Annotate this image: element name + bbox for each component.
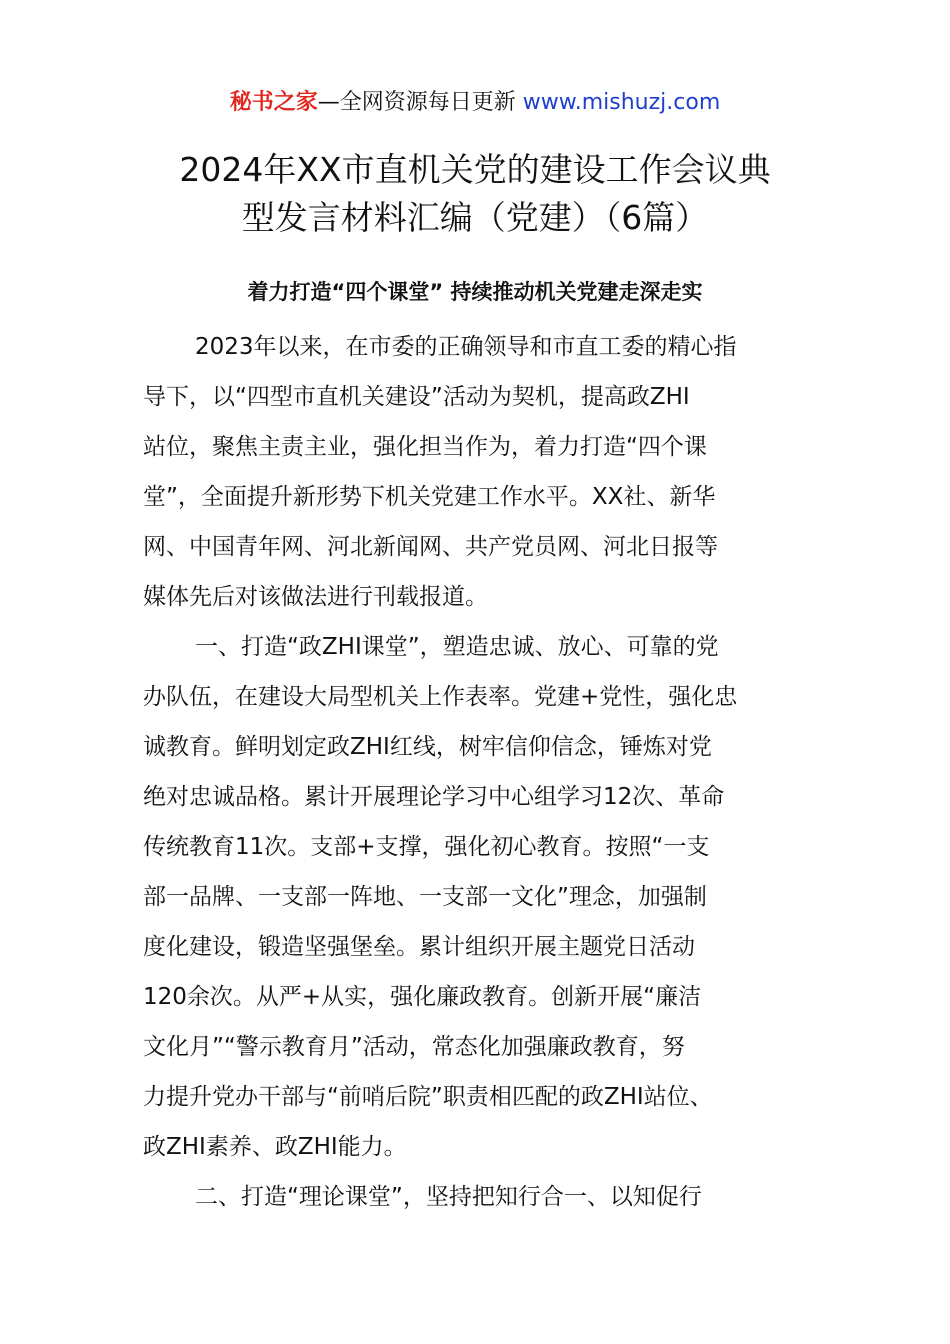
paragraph-line: 站位，聚焦主责主业，强化担当作为，着力打造“四个课 [143, 434, 707, 460]
paragraph-line: 部一品牌、一支部一阵地、一支部一文化”理念，加强制 [143, 884, 707, 910]
paragraph-line: 传统教育11次。支部+支撑，强化初心教育。按照“一支 [143, 834, 710, 860]
paragraph-line: 120余次。从严+从实，强化廉政教育。创新开展“廉洁 [143, 984, 702, 1010]
paragraph [143, 322, 823, 622]
section-heading: 着力打造“四个课堂” 持续推动机关党建走深走实 [247, 280, 703, 304]
paragraph-line: 度化建设，锻造坚强堡垒。累计组织开展主题党日活动 [143, 934, 695, 960]
paragraph-line: 政ZHI素养、政ZHI能力。 [143, 1134, 407, 1160]
title-line-2: 型发言材料汇编（党建）（6篇） [241, 198, 709, 237]
paragraph [143, 622, 823, 1172]
paragraph-line: 诚教育。鲜明划定政ZHI红线，树牢信仰信念，锤炼对党 [143, 734, 712, 760]
header-slogan: —全网资源每日更新 [317, 90, 516, 115]
body-text [143, 322, 823, 1222]
paragraph-line: 办队伍，在建设大局型机关上作表率。党建+党性，强化忠 [143, 684, 738, 710]
paragraph-line: 力提升党办干部与“前哨后院”职责相匹配的政ZHI站位、 [143, 1084, 713, 1110]
brand-name: 秘书之家 [229, 90, 318, 115]
paragraph-line: 2023年以来，在市委的正确领导和市直工委的精心指 [195, 334, 737, 360]
paragraph-line: 媒体先后对该做法进行刊载报道。 [143, 584, 488, 610]
title-line-1: 2024年XX市直机关党的建设工作会议典 [179, 150, 771, 189]
paragraph-line: 文化月”“警示教育月”活动，常态化加强廉政教育，努 [143, 1034, 685, 1060]
paragraph-line: 堂”，全面提升新形势下机关党建工作水平。XX社、新华 [143, 484, 716, 510]
site-url-link[interactable]: www.mishuzj.com [522, 90, 721, 115]
paragraph-line: 一、打造“政ZHI课堂”，塑造忠诚、放心、可靠的党 [195, 634, 719, 660]
paragraph [143, 1172, 823, 1222]
paragraph-line: 网、中国青年网、河北新闻网、共产党员网、河北日报等 [143, 534, 718, 560]
site-header [0, 88, 950, 118]
paragraph-line: 导下，以“四型市直机关建设”活动为契机，提高政ZHI [143, 384, 690, 410]
paragraph-line: 绝对忠诚品格。累计开展理论学习中心组学习12次、革命 [143, 784, 725, 810]
document-title [90, 146, 860, 242]
paragraph-line: 二、打造“理论课堂”，坚持把知行合一、以知促行 [195, 1184, 702, 1210]
